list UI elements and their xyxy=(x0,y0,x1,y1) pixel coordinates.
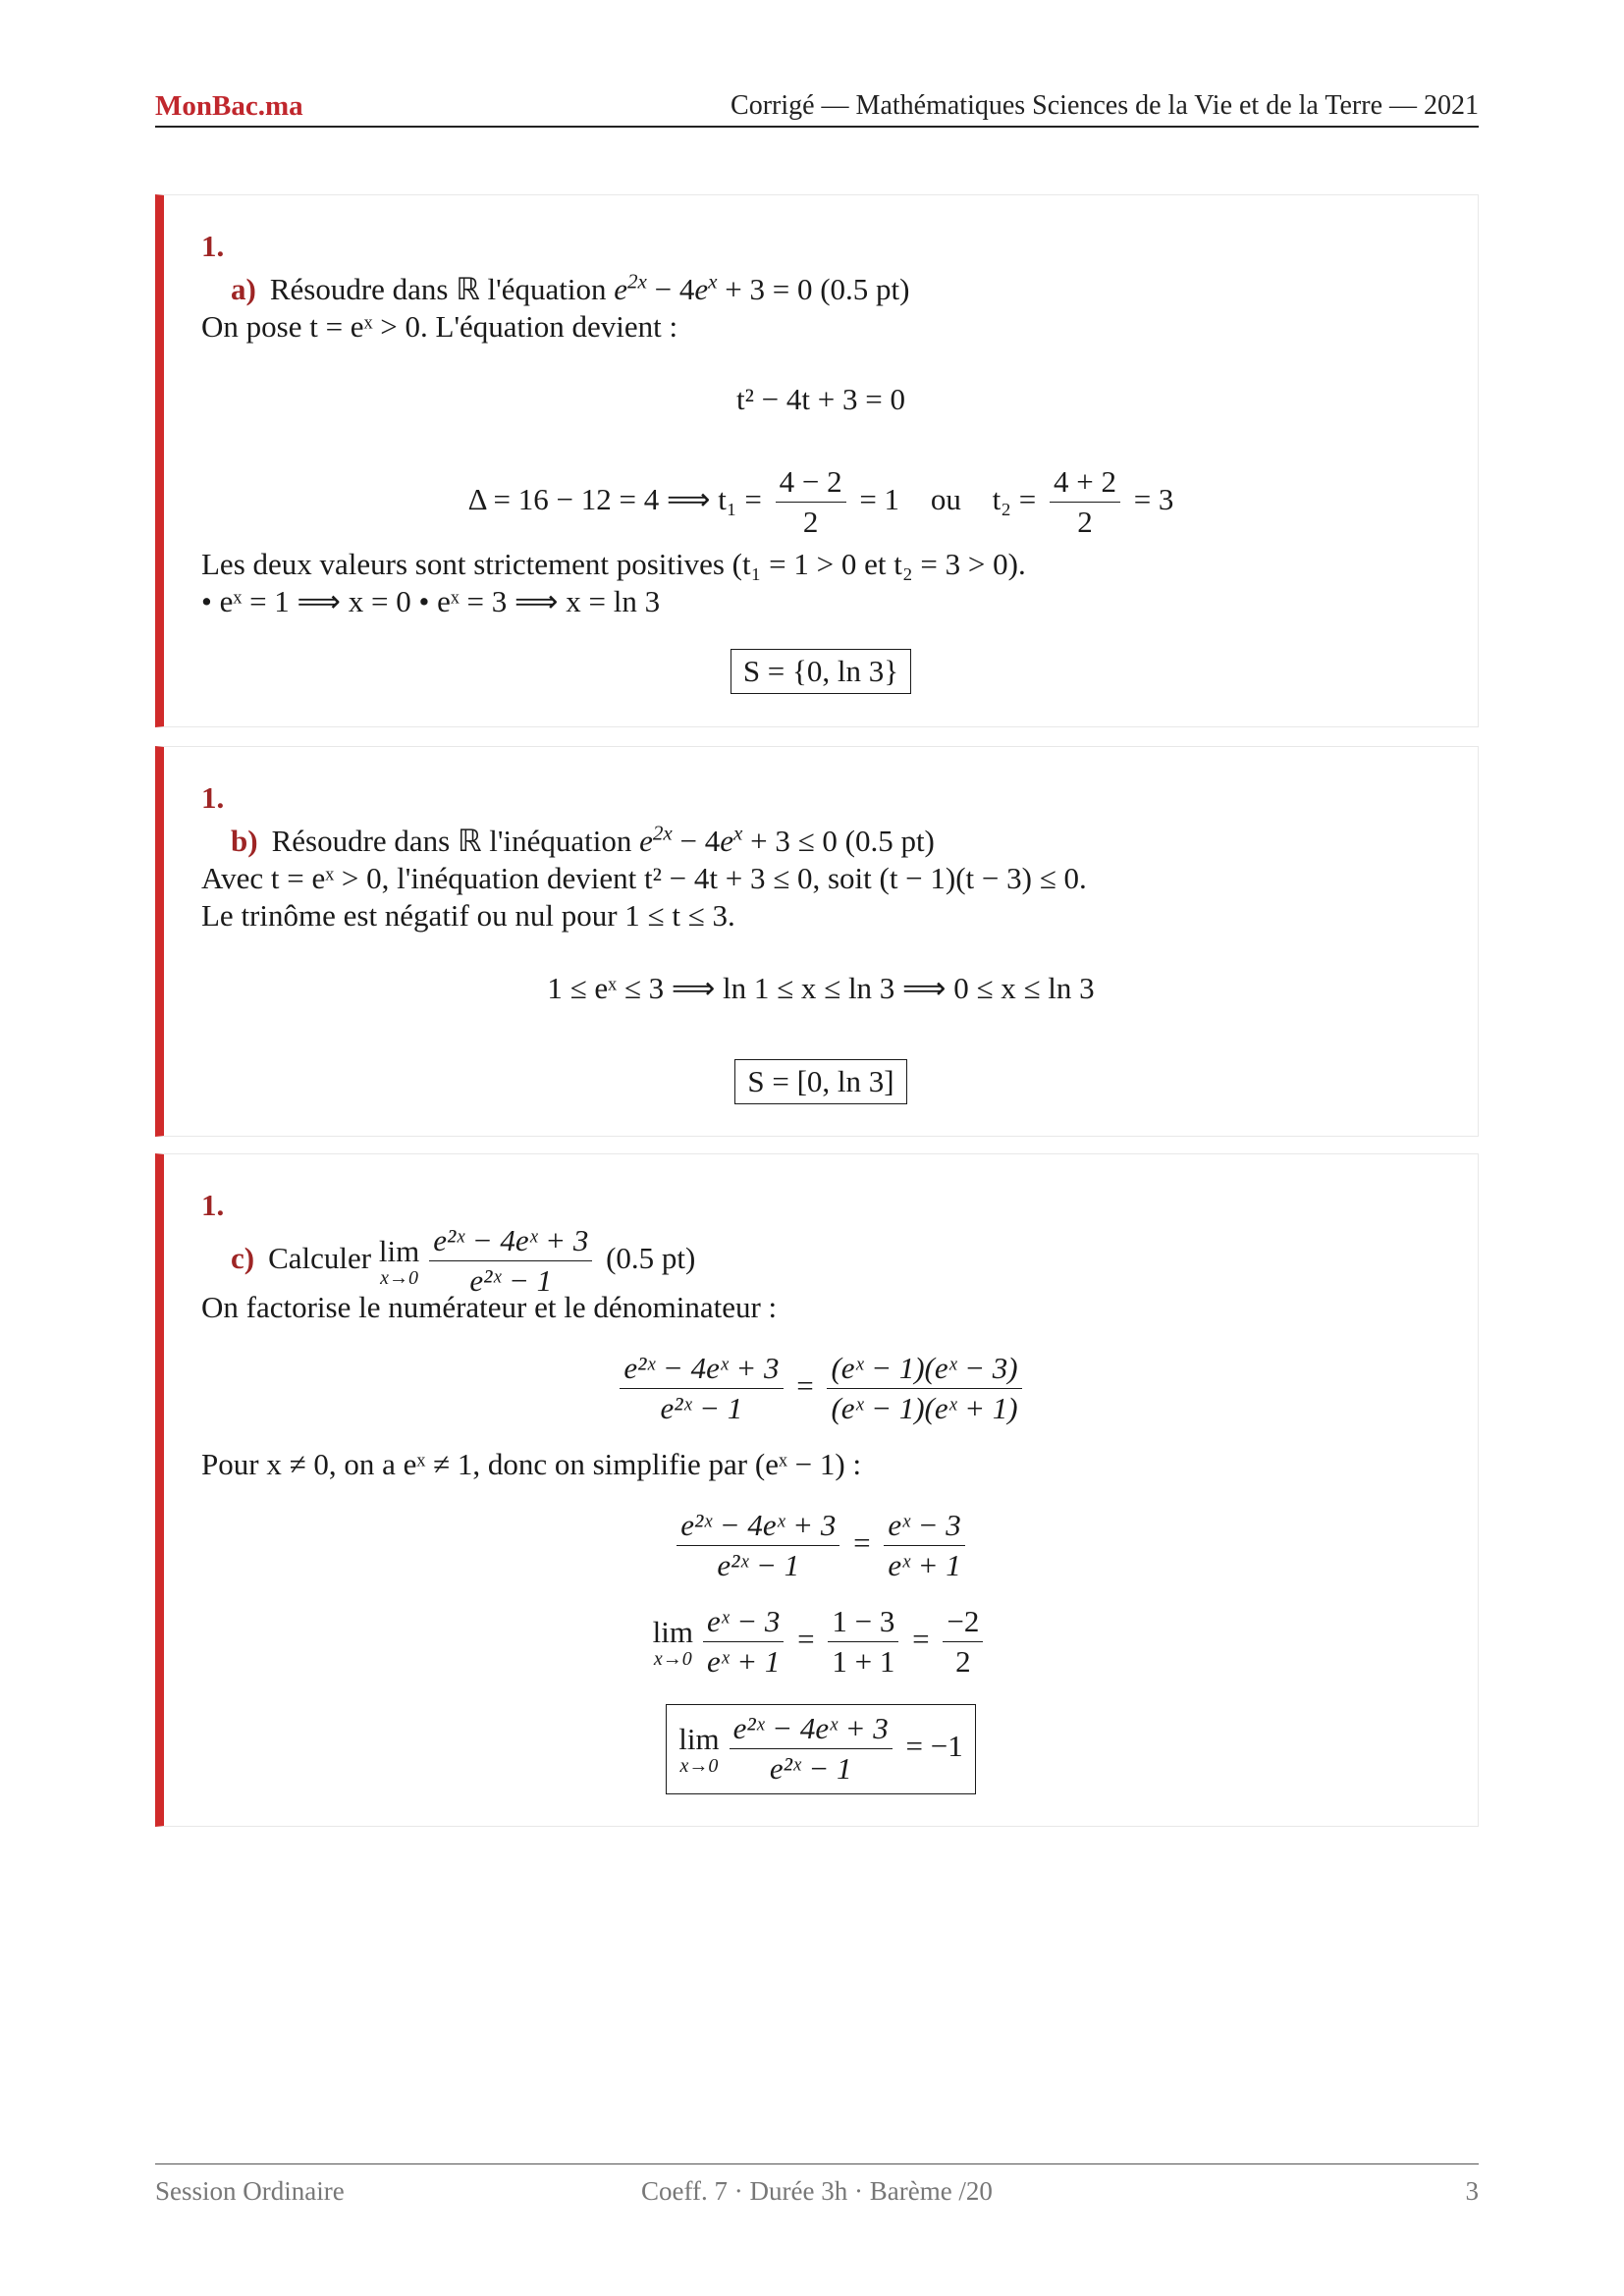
t1-denominator: 2 xyxy=(802,505,819,540)
question-line: a) Résoudre dans ℝ l'équation $e^{2x} - 4e^x + 3 = 0$ (0.5 pt) xyxy=(231,269,910,306)
question-statement: Calculer xyxy=(268,1240,372,1275)
solution-set: S = {0, ln 3} xyxy=(731,649,911,694)
simplify-text: Pour x ≠ 0, on a eˣ ≠ 1, donc on simplifie par (eˣ − 1) : xyxy=(201,1447,862,1481)
page-number: 3 xyxy=(1465,2176,1479,2206)
t2-numerator: 4 + 2 xyxy=(1050,462,1120,503)
question-statement: Résoudre dans ℝ l'équation xyxy=(269,272,607,306)
roots-line xyxy=(164,462,1478,543)
exercise-number: 1. xyxy=(201,780,225,815)
question-line: b) Résoudre dans ℝ l'inéquation $e^{2x} - 4e^x + 3 \le 0$ (0.5 pt) xyxy=(231,821,935,858)
brand-logo[interactable]: MonBac.ma xyxy=(155,90,303,122)
exercise-number: 1. xyxy=(201,1188,225,1222)
exercise-1c-box xyxy=(155,1153,1479,1827)
solution-row xyxy=(164,649,1478,694)
exercise-1b-box xyxy=(155,746,1479,1137)
simplified-numerator: eˣ − 3 xyxy=(884,1506,964,1546)
exercise-number: 1. xyxy=(201,229,225,263)
positivity-text: Les deux valeurs sont strictement positives (t₁ = 1 > 0 et t₂ = 3 > 0). xyxy=(201,547,1026,581)
inequality-chain: 1 ≤ eˣ ≤ 3 ⟹ ln 1 ≤ x ≤ ln 3 ⟹ 0 ≤ x ≤ ln 3 xyxy=(547,971,1095,1005)
question-points: (0.5 pt) xyxy=(844,824,935,858)
intro-text: On factorise le numérateur et le dénominateur : xyxy=(201,1290,778,1324)
cases-text: • eˣ = 1 ⟹ x = 0 • eˣ = 3 ⟹ x = ln 3 xyxy=(201,584,661,618)
factored-numerator: (eˣ − 1)(eˣ − 3) xyxy=(827,1349,1021,1389)
exercise-1a-box xyxy=(155,194,1479,727)
t2-fraction xyxy=(1050,462,1120,543)
question-points: (0.5 pt) xyxy=(820,272,910,306)
t1-value: = 1 xyxy=(859,481,900,516)
t2-denominator: 2 xyxy=(1077,505,1093,540)
question-label: b) xyxy=(231,824,258,858)
t1-label: t₁ = xyxy=(718,481,762,516)
page-header xyxy=(155,90,1479,128)
quadratic-equation: t² − 4t + 3 = 0 xyxy=(736,382,905,416)
solution-row xyxy=(164,1059,1478,1104)
simplified-equation: $\frac{\text{e²ˣ − 4eˣ + 3}}{\text{e²ˣ − 1}}$ = $\frac{\text{eˣ − 3}}{\text{eˣ + 1}}$ xyxy=(164,1506,1478,1586)
limit-fraction: $\frac{\text{e²ˣ − 4eˣ + 3}}{\text{e²ˣ − 1}}$ xyxy=(429,1221,592,1302)
intro-text: On pose t = eˣ > 0. L'équation devient : xyxy=(201,309,678,344)
intro-text: Avec t = eˣ > 0, l'inéquation devient t² − 4t + 3 ≤ 0, soit (t − 1)(t − 3) ≤ 0. xyxy=(201,861,1087,895)
simplified-denominator: eˣ + 1 xyxy=(888,1548,961,1583)
final-result-row xyxy=(164,1704,1478,1794)
fraction-denominator: e²ˣ − 1 xyxy=(660,1391,743,1426)
page-footer xyxy=(155,2163,1479,2204)
t2-value: = 3 xyxy=(1133,481,1174,516)
session-label: Session Ordinaire xyxy=(155,2176,345,2206)
limit-evaluation: lim x→0 $\frac{\text{eˣ − 3}}{\text{eˣ + 1}}$ = $\frac{1 - 3}{1 + 1}$ = $\frac{-2}{2}$ xyxy=(164,1602,1478,1682)
question-label: a) xyxy=(231,272,256,306)
exam-info: Coeff. 7 · Durée 3h · Barème /20 xyxy=(641,2176,993,2206)
question-statement: Résoudre dans ℝ l'inéquation xyxy=(271,824,632,858)
discriminant: Δ = 16 − 12 = 4 ⟹ xyxy=(467,481,711,516)
solution-set: S = [0, ln 3] xyxy=(734,1059,906,1104)
question-label: c) xyxy=(231,1240,255,1275)
sign-text: Le trinôme est négatif ou nul pour 1 ≤ t ≤ 3. xyxy=(201,898,735,933)
factored-denominator: (eˣ − 1)(eˣ + 1) xyxy=(831,1391,1018,1426)
or-word: ou xyxy=(930,481,961,516)
t2-label: t₂ = xyxy=(992,481,1037,516)
question-points: (0.5 pt) xyxy=(606,1240,696,1275)
factorisation: $\frac{\text{e²ˣ − 4eˣ + 3}}{\text{e²ˣ − 1}}$ = $\frac{\text{(eˣ − 1)(eˣ − 3)}}{\text{(eˣ − 1)(eˣ + 1)}}$ xyxy=(164,1349,1478,1429)
t1-numerator: 4 − 2 xyxy=(776,462,846,503)
document-title: Corrigé — Mathématiques Sciences de la Vie et de la Terre — 2021 xyxy=(731,90,1479,121)
final-result: lim x→0 $\frac{\text{e²ˣ − 4eˣ + 3}}{\text{e²ˣ − 1}}$ = −1 xyxy=(666,1704,975,1794)
t1-fraction xyxy=(776,462,846,543)
fraction-numerator: e²ˣ − 4eˣ + 3 xyxy=(620,1349,783,1389)
limit-operator: lim x→0 xyxy=(378,1233,420,1289)
